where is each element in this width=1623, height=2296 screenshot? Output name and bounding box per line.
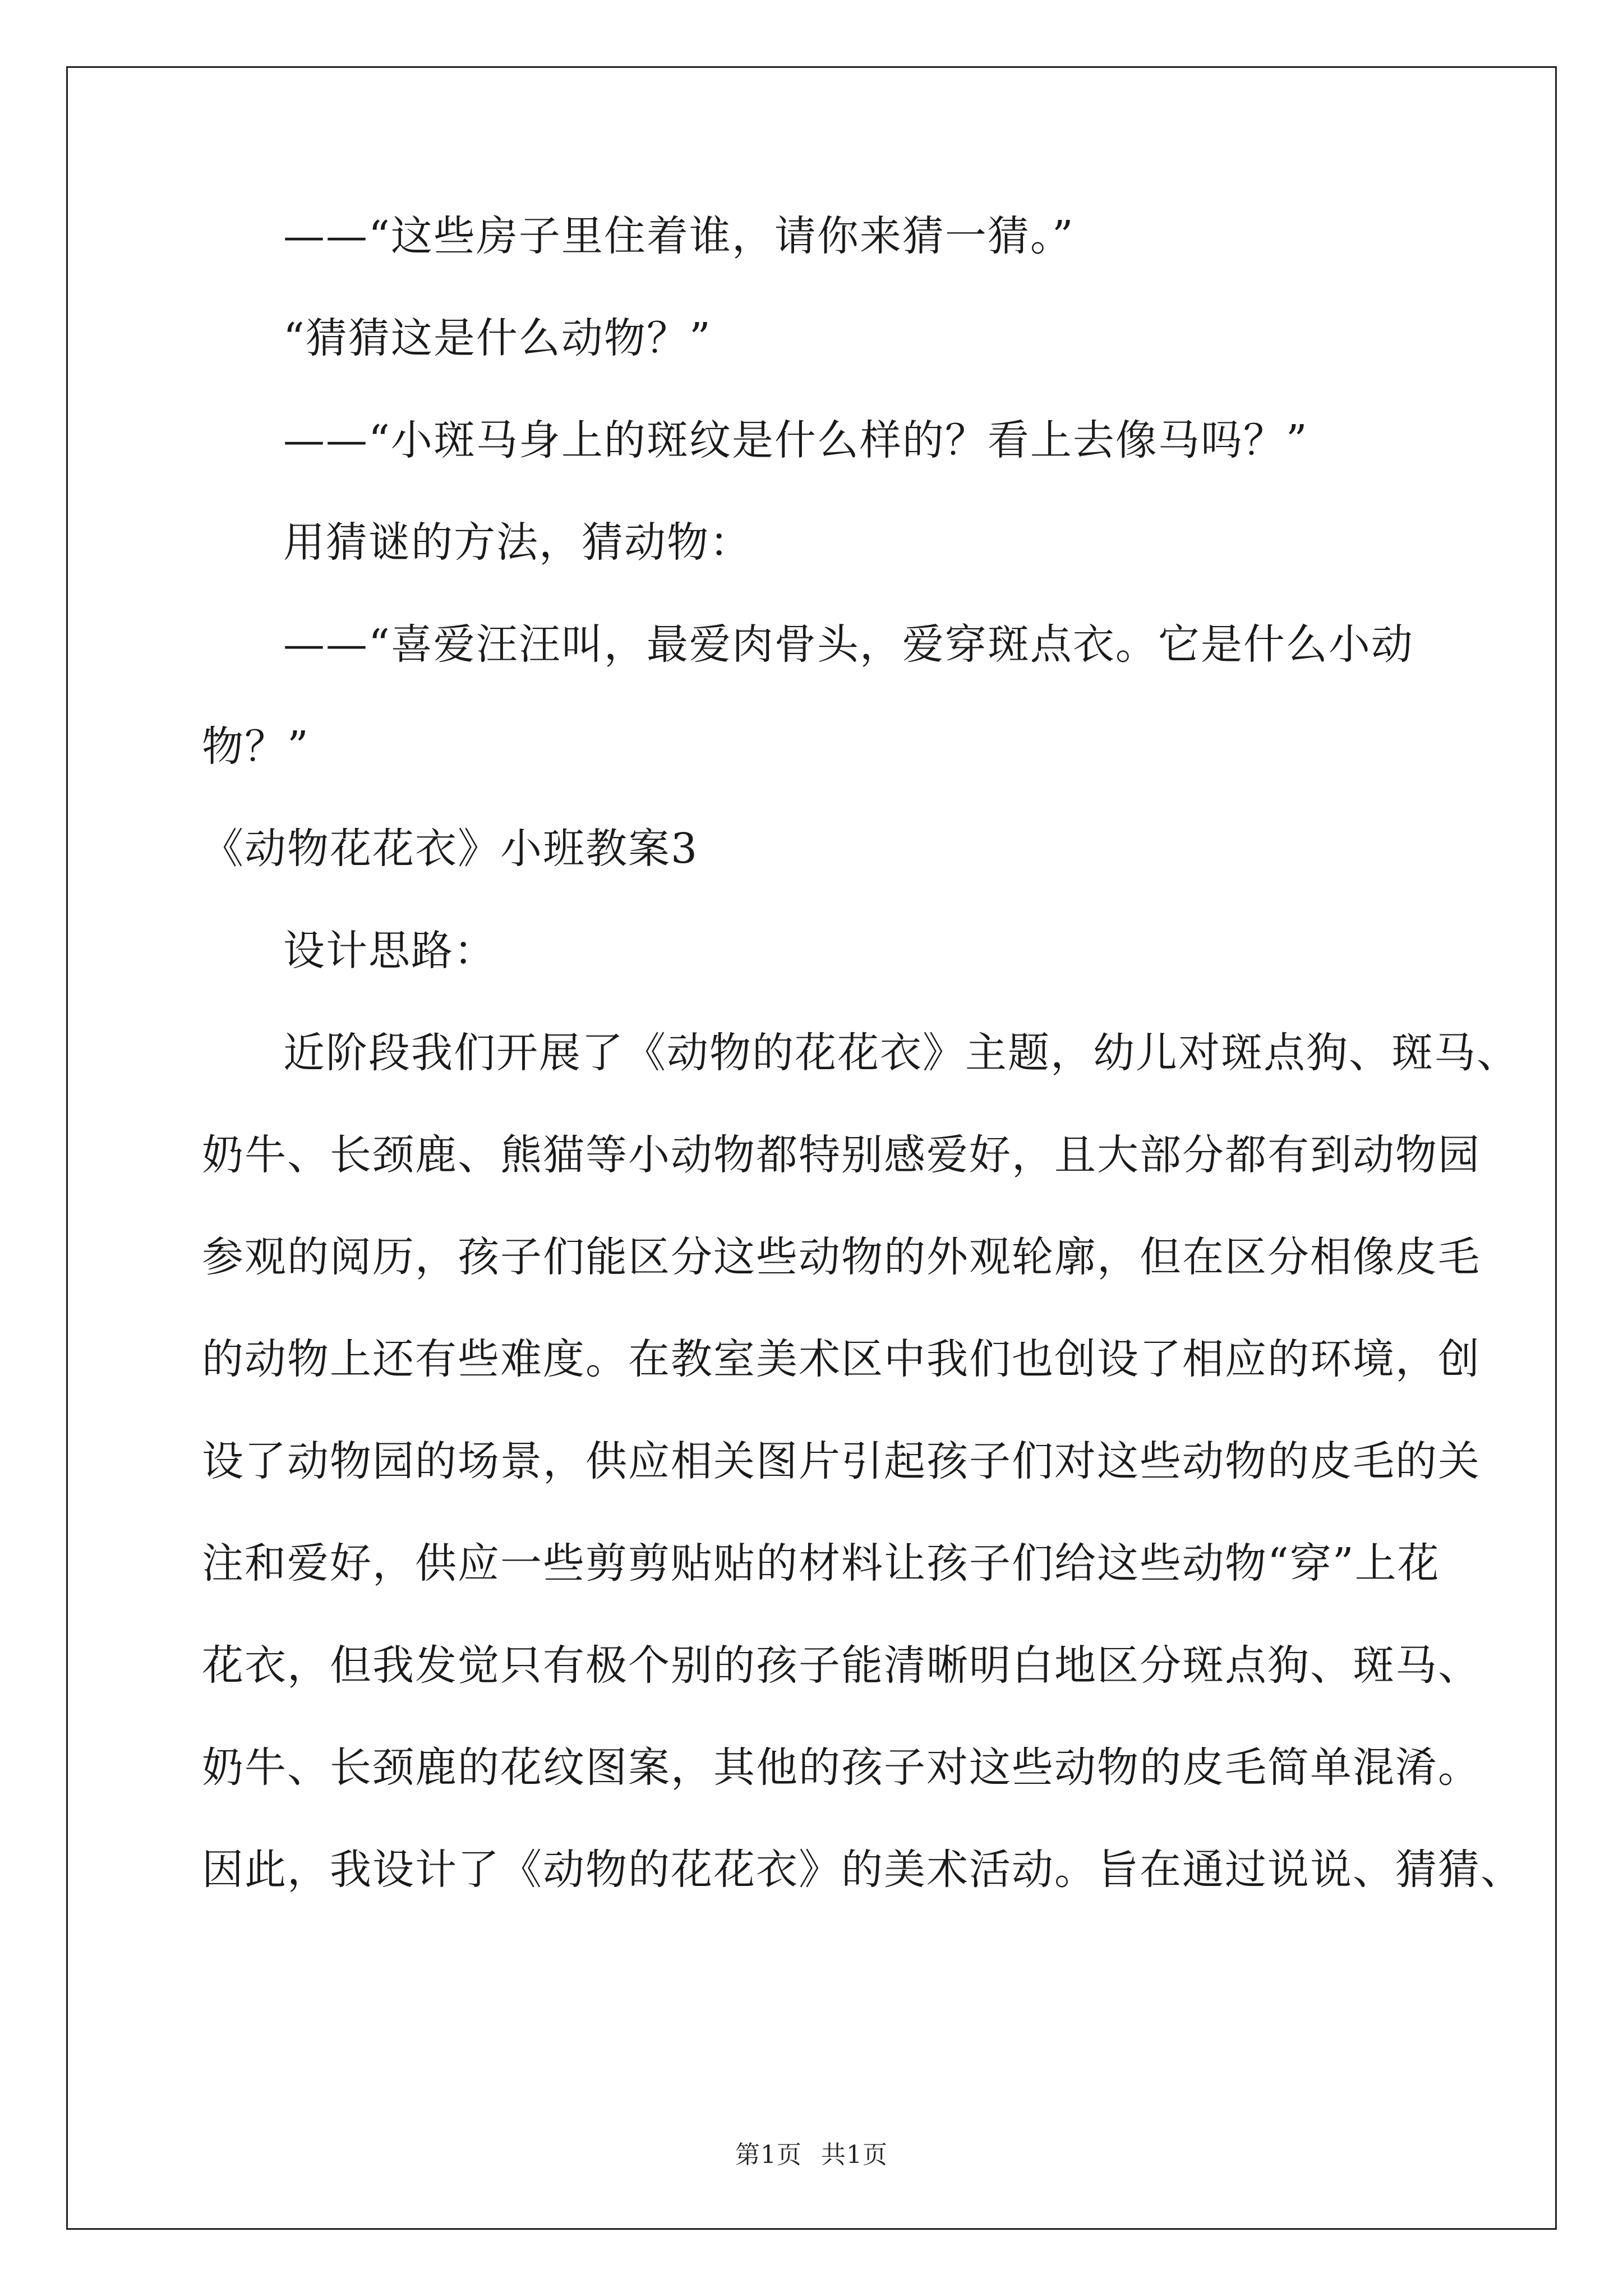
paragraph: “猜猜这是什么动物？” bbox=[283, 314, 712, 362]
section-heading: 《动物花花衣》小班教案3 bbox=[202, 825, 699, 873]
paragraph-continuation: 因此，我设计了《动物的花花衣》的美术活动。旨在通过说说、猜猜、 bbox=[202, 1846, 1523, 1894]
paragraph-continuation: 物？” bbox=[202, 723, 310, 771]
page-number: 第1页 bbox=[735, 2141, 802, 2169]
paragraph: 用猜谜的方法，猜动物： bbox=[283, 518, 752, 567]
paragraph: 设计思路： bbox=[283, 927, 496, 975]
document-body bbox=[202, 185, 1523, 1921]
paragraph-continuation: 奶牛、长颈鹿、熊猫等小动物都特别感爱好，且大部分都有到动物园 bbox=[202, 1131, 1481, 1179]
paragraph-continuation: 奶牛、长颈鹿的花纹图案，其他的孩子对这些动物的皮毛简单混淆。 bbox=[202, 1743, 1481, 1792]
paragraph: ——“这些房子里住着谁，请你来猜一猜。” bbox=[283, 212, 1075, 260]
paragraph-continuation: 参观的阅历，孩子们能区分这些动物的外观轮廓，但在区分相像皮毛 bbox=[202, 1233, 1481, 1281]
paragraph: 近阶段我们开展了《动物的花花衣》主题，幼儿对斑点狗、斑马、 bbox=[283, 1029, 1519, 1077]
paragraph-continuation: 设了动物园的场景，供应相关图片引起孩子们对这些动物的皮毛的关 bbox=[202, 1437, 1481, 1485]
paragraph-continuation: 的动物上还有些难度。在教室美术区中我们也创设了相应的环境，创 bbox=[202, 1335, 1481, 1383]
paragraph: ——“喜爱汪汪叫，最爱肉骨头，爱穿斑点衣。它是什么小动 bbox=[283, 620, 1414, 669]
page-total: 共1页 bbox=[821, 2141, 888, 2169]
paragraph-continuation: 注和爱好，供应一些剪剪贴贴的材料让孩子们给这些动物“穿”上花 bbox=[202, 1539, 1440, 1588]
page-footer bbox=[0, 2134, 1623, 2170]
paragraph-continuation: 花衣，但我发觉只有极个别的孩子能清晰明白地区分斑点狗、斑马、 bbox=[202, 1641, 1481, 1690]
paragraph: ——“小斑马身上的斑纹是什么样的？看上去像马吗？” bbox=[283, 416, 1308, 464]
